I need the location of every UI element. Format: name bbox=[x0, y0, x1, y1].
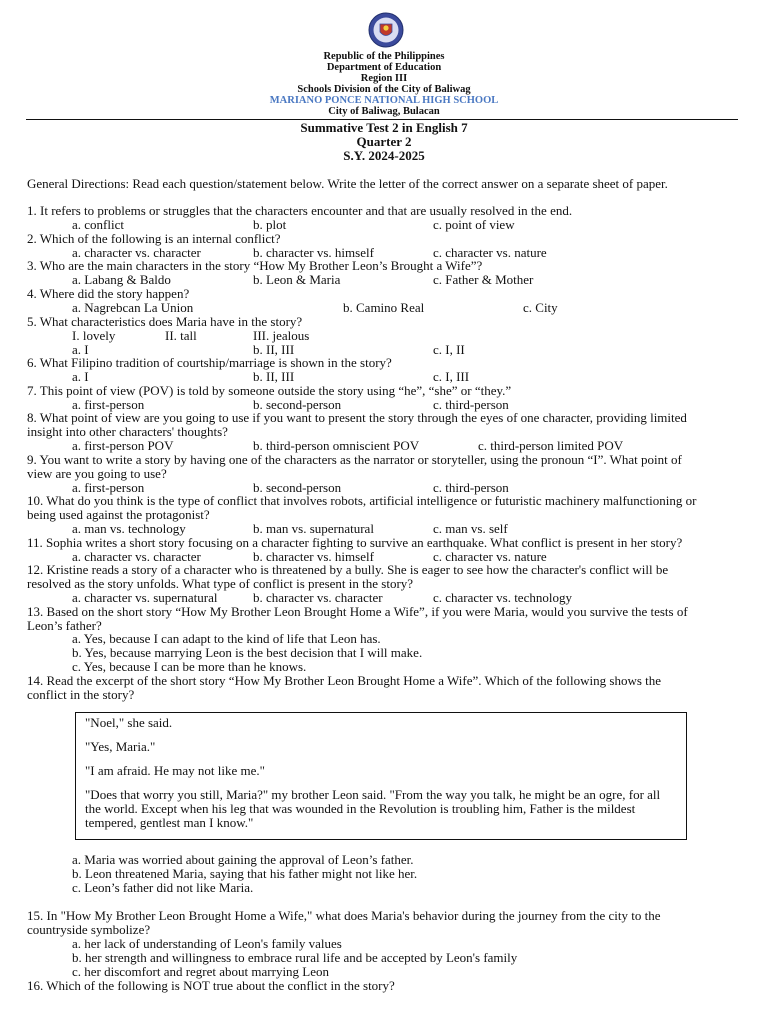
q10-option-c: c. man vs. self bbox=[433, 521, 508, 536]
q5-option-a: a. I bbox=[72, 342, 89, 357]
test-title: Summative Test 2 in English 7 bbox=[300, 120, 468, 135]
q3-option-c: c. Father & Mother bbox=[433, 272, 534, 287]
q5-item-1: I. lovely bbox=[72, 328, 116, 343]
question-12-line-1: 12. Kristine reads a story of a character who is threatened by a bully. She is eager to see how the character's conflict will be bbox=[27, 562, 669, 577]
question-13-line-2: Leon’s father? bbox=[27, 618, 102, 633]
q13-option-a: a. Yes, because I can adapt to the kind of life that Leon has. bbox=[72, 631, 381, 646]
general-directions: General Directions: Read each question/statement below. Write the letter of the correct answer on a separate sheet of paper. bbox=[27, 176, 668, 191]
q4-option-a: a. Nagrebcan La Union bbox=[72, 300, 194, 315]
q4-option-c: c. City bbox=[523, 300, 558, 315]
q15-option-a: a. her lack of understanding of Leon's family values bbox=[72, 936, 342, 951]
q1-option-a: a. conflict bbox=[72, 217, 124, 232]
question-5: 5. What characteristics does Maria have in the story? bbox=[27, 314, 303, 329]
division-line: Schools Division of the City of Baliwag bbox=[297, 84, 471, 95]
quarter-label: Quarter 2 bbox=[356, 134, 412, 149]
deped-seal-icon bbox=[368, 12, 404, 48]
question-3: 3. Who are the main characters in the story “How My Brother Leon’s Brought a Wife”? bbox=[27, 258, 483, 273]
q15-option-c: c. her discomfort and regret about marrying Leon bbox=[72, 964, 330, 979]
school-year: S.Y. 2024-2025 bbox=[343, 148, 425, 163]
question-2: 2. Which of the following is an internal conflict? bbox=[27, 231, 281, 246]
q6-option-c: c. I, III bbox=[433, 369, 470, 384]
school-name: MARIANO PONCE NATIONAL HIGH SCHOOL bbox=[269, 95, 499, 106]
q6-option-a: a. I bbox=[72, 369, 89, 384]
q2-option-b: b. character vs. himself bbox=[253, 245, 374, 260]
question-14-line-2: conflict in the story? bbox=[27, 687, 135, 702]
excerpt-paragraph-3: "I am afraid. He may not like me." bbox=[85, 763, 265, 778]
question-9-line-2: view are you going to use? bbox=[27, 466, 167, 481]
question-10-line-2: being used against the protagonist? bbox=[27, 507, 210, 522]
q7-option-b: b. second-person bbox=[253, 397, 342, 412]
q15-option-b: b. her strength and willingness to embrace rural life and be accepted by Leon's family bbox=[72, 950, 518, 965]
question-8-line-2: insight into other characters' thoughts? bbox=[27, 424, 228, 439]
excerpt-paragraph-4: "Does that worry you still, Maria?" my brother Leon said. "From the way you talk, he might be an ogre, for all the world. Except when his leg that was wounded in the Revolution is troubling him, Father is the mildest tempered, gentlest man I know." bbox=[85, 787, 661, 830]
q11-option-a: a. character vs. character bbox=[72, 549, 201, 564]
republic-line: Republic of the Philippines bbox=[323, 51, 445, 62]
question-14-line-1: 14. Read the excerpt of the short story “How My Brother Leon Brought Home a Wife”. Which of the following shows the bbox=[27, 673, 662, 688]
q10-option-b: b. man vs. supernatural bbox=[253, 521, 374, 536]
q5-option-b: b. II, III bbox=[253, 342, 295, 357]
q5-option-c: c. I, II bbox=[433, 342, 465, 357]
q2-option-a: a. character vs. character bbox=[72, 245, 201, 260]
excerpt-paragraph-2: "Yes, Maria." bbox=[85, 739, 156, 754]
question-8-line-1: 8. What point of view are you going to use if you want to present the story through the eyes of one character, providing limited bbox=[27, 410, 687, 425]
question-7: 7. This point of view (POV) is told by someone outside the story using “he”, “she” or “they.” bbox=[27, 383, 512, 398]
city-line: City of Baliwag, Bulacan bbox=[328, 106, 440, 117]
q12-option-b: b. character vs. character bbox=[253, 590, 383, 605]
q3-option-b: b. Leon & Maria bbox=[253, 272, 341, 287]
q2-option-c: c. character vs. nature bbox=[433, 245, 547, 260]
excerpt-paragraph-1: "Noel," she said. bbox=[85, 715, 173, 730]
q10-option-a: a. man vs. technology bbox=[72, 521, 186, 536]
q12-option-a: a. character vs. supernatural bbox=[72, 590, 218, 605]
question-16: 16. Which of the following is NOT true about the conflict in the story? bbox=[27, 978, 395, 993]
q1-option-b: b. plot bbox=[253, 217, 287, 232]
q8-option-b: b. third-person omniscient POV bbox=[253, 438, 420, 453]
q11-option-b: b. character vs. himself bbox=[253, 549, 374, 564]
question-15-line-2: countryside symbolize? bbox=[27, 922, 151, 937]
q14-option-b: b. Leon threatened Maria, saying that his father might not like her. bbox=[72, 866, 418, 881]
department-line: Department of Education bbox=[326, 62, 442, 73]
question-1: 1. It refers to problems or struggles that the characters encounter and that are usually resolved in the end. bbox=[27, 203, 573, 218]
q14-option-a: a. Maria was worried about gaining the approval of Leon’s father. bbox=[72, 852, 414, 867]
q14-option-c: c. Leon’s father did not like Maria. bbox=[72, 880, 254, 895]
q9-option-b: b. second-person bbox=[253, 480, 342, 495]
q3-option-a: a. Labang & Baldo bbox=[72, 272, 171, 287]
q13-option-c: c. Yes, because I can be more than he knows. bbox=[72, 659, 307, 674]
q6-option-b: b. II, III bbox=[253, 369, 295, 384]
q1-option-c: c. point of view bbox=[433, 217, 515, 232]
q4-option-b: b. Camino Real bbox=[343, 300, 425, 315]
q5-item-2: II. tall bbox=[165, 328, 197, 343]
question-10-line-1: 10. What do you think is the type of conflict that involves robots, artificial intelligence or futuristic machinery malfunctioning or bbox=[27, 493, 697, 508]
q7-option-a: a. first-person bbox=[72, 397, 145, 412]
q5-item-3: III. jealous bbox=[253, 328, 310, 343]
question-4: 4. Where did the story happen? bbox=[27, 286, 190, 301]
question-11: 11. Sophia writes a short story focusing on a character fighting to survive an earthquake. What conflict is present in her story? bbox=[27, 535, 683, 550]
q9-option-a: a. first-person bbox=[72, 480, 145, 495]
question-9-line-1: 9. You want to write a story by having one of the characters as the narrator or storyteller, using the pronoun “I”. What point of bbox=[27, 452, 682, 467]
question-15-line-1: 15. In "How My Brother Leon Brought Home a Wife," what does Maria's behavior during the journey from the city to the bbox=[27, 908, 661, 923]
q13-option-b: b. Yes, because marrying Leon is the best decision that I will make. bbox=[72, 645, 423, 660]
q12-option-c: c. character vs. technology bbox=[433, 590, 572, 605]
q8-option-a: a. first-person POV bbox=[72, 438, 174, 453]
q8-option-c: c. third-person limited POV bbox=[478, 438, 624, 453]
question-6: 6. What Filipino tradition of courtship/marriage is shown in the story? bbox=[27, 355, 392, 370]
question-13-line-1: 13. Based on the short story “How My Brother Leon Brought Home a Wife”, if you were Maria, would you survive the tests of bbox=[27, 604, 688, 619]
q7-option-c: c. third-person bbox=[433, 397, 509, 412]
q9-option-c: c. third-person bbox=[433, 480, 509, 495]
q11-option-c: c. character vs. nature bbox=[433, 549, 547, 564]
region-line: Region III bbox=[360, 73, 408, 84]
question-12-line-2: resolved as the story unfolds. What type of conflict is present in the story? bbox=[27, 576, 414, 591]
